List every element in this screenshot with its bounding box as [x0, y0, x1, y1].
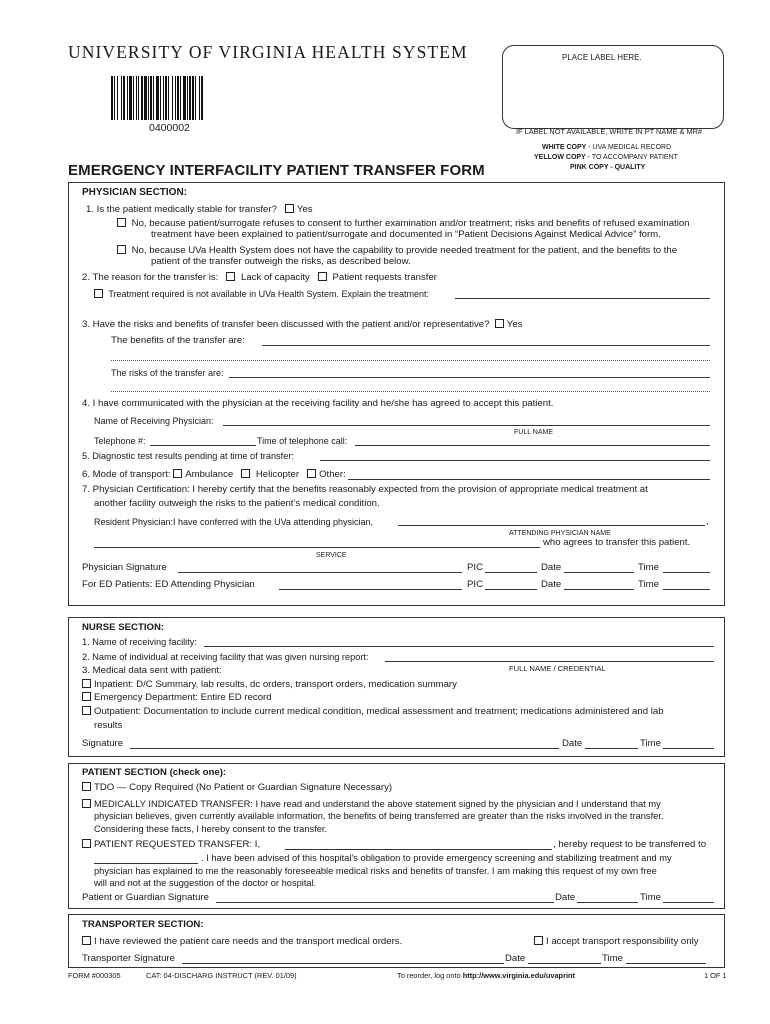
other-checkbox[interactable] [307, 469, 316, 478]
q1-no1-checkbox[interactable] [117, 218, 126, 227]
call-time-label: Time of telephone call: [257, 436, 348, 446]
barcode [111, 76, 231, 120]
pic-label: PIC [467, 562, 483, 573]
time-label: Time [638, 562, 659, 573]
transporter-signature-label: Transporter Signature [82, 953, 175, 964]
ed-pic-field[interactable] [485, 589, 537, 590]
patient-med-cont2: Considering these facts, I hereby consent to the transfer. [94, 824, 328, 834]
emergency-dept-checkbox[interactable] [82, 692, 91, 701]
call-time-field[interactable] [355, 445, 710, 446]
receiving-physician-label: Name of Receiving Physician: [94, 416, 214, 426]
catalog-info: CAT: 04-DISCHARG INSTRUCT (REV. 01/09) [146, 971, 297, 980]
patient-signature-field[interactable] [216, 902, 554, 903]
q2-text: 2. The reason for the transfer is: Lack of capacity Patient requests transfer [82, 272, 438, 283]
q3-yes-checkbox[interactable] [495, 319, 504, 328]
nurse-opt1: Inpatient: D/C Summary, lab results, dc orders, transport orders, medication summary [82, 679, 457, 691]
patient-requested-checkbox[interactable] [82, 839, 91, 848]
pic-field[interactable] [485, 572, 537, 573]
patient-req-tail: , hereby request to be transferred to [553, 839, 707, 850]
nurse-signature-field[interactable] [130, 748, 559, 749]
comma: , [706, 516, 709, 527]
q2-capacity-checkbox[interactable] [226, 272, 235, 281]
nurse-l3: 3. Medical data sent with patient: [82, 665, 222, 676]
outpatient-checkbox[interactable] [82, 706, 91, 715]
patient-req: PATIENT REQUESTED TRANSFER: I, [82, 839, 260, 851]
copy-white: WHITE COPY - UVA MEDICAL RECORD [542, 144, 672, 151]
q7-text-cont: another facility outweigh the risks to the patient’s medical condition. [94, 498, 380, 509]
ed-time-field[interactable] [663, 589, 710, 590]
resident-text: Resident Physician:I have conferred with the UVa attending physician, [94, 517, 373, 527]
ed-attending-field[interactable] [279, 589, 462, 590]
ed-date-field[interactable] [564, 589, 634, 590]
q1-no2-checkbox[interactable] [117, 245, 126, 254]
risks-field-2[interactable] [111, 391, 710, 392]
q2-treatment: Treatment required is not available in UVa Health System. Explain the treatment: [94, 288, 429, 300]
patient-time-label: Time [640, 892, 661, 903]
transporter-time-label: Time [602, 953, 623, 964]
telephone-label: Telephone #: [94, 436, 146, 446]
patient-name-field[interactable] [285, 849, 552, 850]
patient-signature-label: Patient or Guardian Signature [82, 892, 209, 903]
receiving-facility-field[interactable] [204, 646, 714, 647]
report-receiver-field[interactable] [385, 661, 714, 662]
copy-yellow: YELLOW COPY - TO ACCOMPANY PATIENT [534, 154, 678, 161]
full-name-caption: FULL NAME [514, 429, 554, 436]
diagnostic-field[interactable] [320, 460, 710, 461]
risks-field[interactable] [229, 377, 710, 378]
q1-no2: No, because UVa Health System does not have the capability to provide needed treatment for the patient, and the benefits to the [117, 245, 677, 257]
benefits-field-2[interactable] [111, 360, 710, 361]
transporter-signature-field[interactable] [182, 963, 504, 964]
benefits-label: The benefits of the transfer are: [111, 335, 245, 346]
nurse-date-field[interactable] [585, 748, 638, 749]
date-label: Date [541, 562, 562, 573]
attending-caption: ATTENDING PHYSICIAN NAME [509, 530, 611, 537]
nurse-opt2: Emergency Department: Entire ED record [82, 692, 272, 704]
q1-no1: No, because patient/surrogate refuses to consent to further examination and/or treatment; risks and benefits of refused examination [117, 218, 690, 230]
patient-date-field[interactable] [577, 902, 638, 903]
q7-text: 7. Physician Certification: I hereby certify that the benefits reasonably expected from the provision of appropriate medical treatment at [82, 484, 648, 495]
patient-section-title: PATIENT SECTION (check one): [82, 767, 227, 778]
tdo-checkbox[interactable] [82, 782, 91, 791]
q2-treatment-checkbox[interactable] [94, 289, 103, 298]
nurse-time-field[interactable] [663, 748, 714, 749]
service-caption: SERVICE [316, 552, 347, 559]
attending-name-field[interactable] [398, 525, 705, 526]
reviewed-checkbox[interactable] [82, 936, 91, 945]
nurse-opt3: Outpatient: Documentation to include current medical condition, medical assessment and treatment; medications administered and lab [82, 706, 664, 718]
patient-tdo: TDO — Copy Required (No Patient or Guardian Signature Necessary) [82, 782, 392, 794]
nurse-time-label: Time [640, 738, 661, 749]
helicopter-checkbox[interactable] [241, 469, 250, 478]
nurse-date-label: Date [562, 738, 583, 749]
q3-text: 3. Have the risks and benefits of transfer been discussed with the patient and/or representative? Yes [82, 319, 523, 330]
label-box-note: IF LABEL NOT AVAILABLE, WRITE IN PT NAME & MR# [516, 127, 703, 136]
q6-text: 6. Mode of transport: Ambulance Helicopter Other: [82, 469, 346, 480]
accept-responsibility-checkbox[interactable] [534, 936, 543, 945]
ed-attending-label: For ED Patients: ED Attending Physician [82, 579, 255, 590]
patient-date-label: Date [555, 892, 576, 903]
destination-field[interactable] [94, 863, 198, 864]
patient-req-cont2: physician has explained to me the reasonably foreseeable medical risks and benefits of transfer. I am making this request of my own free [94, 866, 657, 876]
barcode-number: 0400002 [149, 122, 190, 134]
transporter-section-title: TRANSPORTER SECTION: [82, 919, 204, 930]
medically-indicated-checkbox[interactable] [82, 799, 91, 808]
telephone-field[interactable] [150, 445, 256, 446]
credential-caption: FULL NAME / CREDENTIAL [509, 664, 606, 673]
q4-text: 4. I have communicated with the physician at the receiving facility and he/she has agreed to accept this patient. [82, 398, 554, 409]
q1-yes-checkbox[interactable] [285, 204, 294, 213]
nurse-l2: 2. Name of individual at receiving facility that was given nursing report: [82, 652, 369, 662]
benefits-field[interactable] [262, 345, 710, 346]
q5-text: 5. Diagnostic test results pending at time of transfer: [82, 451, 294, 461]
transporter-reviewed: I have reviewed the patient care needs and the transport medical orders. [82, 936, 402, 948]
transporter-date-label: Date [505, 953, 526, 964]
form-number: FORM #000305 [68, 971, 121, 980]
nurse-section-title: NURSE SECTION: [82, 622, 165, 633]
patient-time-field[interactable] [663, 902, 714, 903]
q1-no1-cont: treatment have been explained to patient/surrogate and documented in “Patient Decisions Against Medical Advice” form. [151, 229, 661, 240]
receiving-physician-field[interactable] [223, 425, 710, 426]
org-title: UNIVERSITY OF VIRGINIA HEALTH SYSTEM [68, 42, 468, 62]
reorder-link[interactable]: http://www.virginia.edu/uvaprint [462, 971, 575, 980]
ed-time-label: Time [638, 579, 659, 590]
ed-date-label: Date [541, 579, 562, 590]
label-box-title: PLACE LABEL HERE. [562, 53, 642, 62]
copy-pink: PINK COPY - QUALITY [570, 164, 646, 171]
ed-pic-label: PIC [467, 579, 483, 590]
q1-text: 1. Is the patient medically stable for transfer? Yes [86, 204, 313, 215]
ambulance-checkbox[interactable] [173, 469, 182, 478]
treatment-field[interactable] [455, 298, 710, 299]
service-field[interactable] [94, 547, 540, 548]
transporter-accept: I accept transport responsibility only [534, 936, 699, 948]
patient-med-cont1: physician believes, given currently available information, the benefits of being transferred are greater than the risks involved in the transfer. [94, 811, 664, 821]
patient-req-cont1: . I have been advised of this hospital’s obligation to provide emergency screening and stabilizing treatment and my [201, 853, 672, 863]
form-title: EMERGENCY INTERFACILITY PATIENT TRANSFER FORM [68, 162, 485, 179]
physician-signature-label: Physician Signature [82, 562, 167, 573]
risks-label: The risks of the transfer are: [111, 368, 224, 378]
nurse-l1: 1. Name of receiving facility: [82, 637, 197, 647]
physician-section-title: PHYSICIAN SECTION: [82, 187, 188, 198]
reorder-info: To reorder, log onto http://www.virginia.edu/uvaprint [397, 971, 575, 980]
page-number: 1 OF 1 [704, 971, 727, 980]
patient-req-cont3: will and not at the suggestion of the doctor or hospital. [94, 878, 317, 888]
other-transport-field[interactable] [348, 479, 710, 480]
time-field[interactable] [663, 572, 710, 573]
date-field[interactable] [564, 572, 634, 573]
transporter-date-field[interactable] [528, 963, 601, 964]
physician-signature-field[interactable] [178, 572, 462, 573]
nurse-signature-label: Signature [82, 738, 124, 749]
transporter-time-field[interactable] [626, 963, 706, 964]
inpatient-checkbox[interactable] [82, 679, 91, 688]
q1-no2-cont: patient of the transfer outweigh the risks, as described below. [151, 256, 411, 267]
nurse-opt3-cont: results [94, 720, 123, 731]
patient-med: MEDICALLY INDICATED TRANSFER: I have read and understand the above statement signed by the physician and I understand that my [82, 798, 661, 810]
agrees-text: who agrees to transfer this patient. [543, 537, 691, 548]
q2-request-checkbox[interactable] [318, 272, 327, 281]
